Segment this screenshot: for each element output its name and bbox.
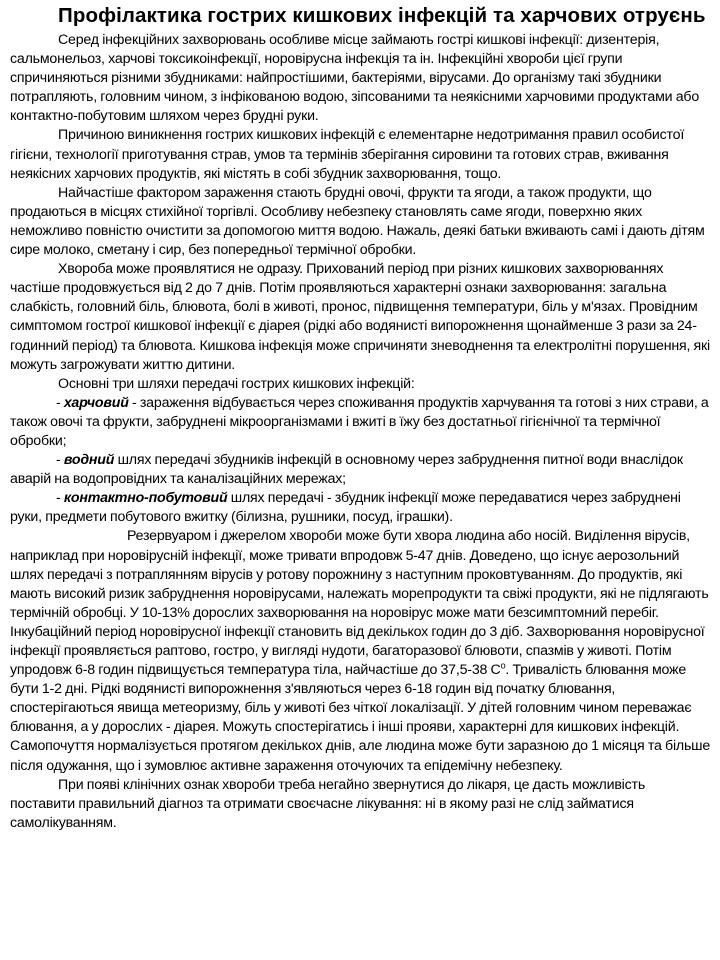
document-body [10,31,712,833]
route-dash: - [56,394,64,411]
route-keyword: контактно-побутовий [63,490,228,507]
paragraph-routes-intro: Основні три шляхи передачі гострих кишкових інфекцій: [58,375,415,392]
paragraph-symptoms: Хвороба може проявлятися не одразу. Прихований період при різних кишкових захворюваннях частіше продовжується від 2 до 7 днів. Потім проявляються характерні ознаки захворювання: загальна слабкість, головний біль, блювота, болі в животі, пронос, підвищення температури, біль у м'язах. Провідним симптомом гострої кишкової інфекції є діарея (рідкі або водянисті випорожнення щонайменше 3 рази за 24-годинний період) та блювота. Кишкова інфекція може спричиняти зневоднення та електролітні порушення, які можуть загрожувати життю дитини. [10,261,710,373]
route-item-water [10,451,712,489]
paragraph-intro: Серед інфекційних захворювань особливе місце займають гострі кишкові інфекції: дизентерія, сальмонельоз, харчові токсикоінфекції, норовірусна інфекція та ін. Інфекційні хвороби цієї групи спричиняються різними збудниками: найпростішими, бактеріями, вірусами. До організму такі збудники потрапляють, головним чином, з інфікованою водою, зіпсованими та неякісними харчовими продуктами або контактно-побутовим шляхом через брудні руки. [10,32,700,125]
paragraph-causes: Причиною виникнення гострих кишкових інфекцій є елементарне недотримання правил особистої гігієни, технології приготування страв, умов та термінів зберігання сировини та готових страв, вживання неякісних харчових продуктів, які містять в собі збудник захворювання, тощо. [10,127,685,182]
route-dash: - [56,452,64,469]
route-keyword: харчовий [63,394,129,411]
route-keyword: водний [63,452,115,469]
degree-sign: о [500,660,506,671]
norovirus-text-a: Резервуаром і джерелом хвороби може бути хвора людина або носій. Виділення вірусів, наприклад при норовірусній інфекції, може тривати впродовж 5-47 днів. Доведено, що існує аерозольний шлях передачі з потраплянням вірусів у ротову порожнину з наступним проковтуванням. До продуктів, які мають високий ризик забруднення норовірусами, належать морепродукти та свіжі продукти, які не підлягають термічній обробці. У 10-13% дорослих захворювання на норовірус може мати безсимптомний перебіг. Інкубаційний період норовірусної інфекції становить від декількох годин до 3 діб. Захворювання норовірусної інфекції проявляється раптово, гостро, у вигляді нудоти, багаторазової блювоти, спазмів у животі. Потім упродовж 6-8 годин підвищується температура тіла, найчастіше до 37,5-38 С [10,528,709,679]
norovirus-text-b: . Тривалість блювання може бути 1-2 дні. Рідкі водянисті випорожнення з'являються через 6-18 годин від початку блювання, спостерігаються явища метеоризму, біль у животі без чіткої локалізації. У дітей головним чином переважає блювання, а у дорослих - діарея. Можуть спостерігатись і інші прояви, характерні для кишкових інфекцій. Самопочуття нормалізується протягом декількох днів, але людина може бути заразною до 1 місяця та більше після одужання, що і зумовлює активне зараження оточуючих та епідемічну небезпеку. [10,662,711,774]
route-text: - зараження відбувається через споживання продуктів харчування та готові з них страви, а також овочі та фрукти, забруднені мікроорганізмами і вжиті в їжу без достатньої гігієнічної та термічної обробки; [10,394,709,449]
document-title: Профілактика гострих кишкових інфекцій та харчових отруєнь [58,4,706,27]
route-dash: - [56,490,64,507]
paragraph-norovirus [10,527,712,775]
route-text: шлях передачі збудників інфекцій в основному через забруднення питної води внаслідок аварій на водопровідних та каналізаційних мережах; [10,452,683,488]
route-item-food [10,394,712,451]
paragraph-risk-factors: Найчастіше фактором зараження стають брудні овочі, фрукти та ягоди, а також продукти, що продаються в місцях стихійної торгівлі. Особливу небезпеку становлять саме ягоди, поверхню яких неможливо повністю очистити за допомогою миття водою. Нажаль, деякі батьки вживають самі і дають дітям сире молоко, сметану і сир, без попередньої термічної обробки. [10,184,705,259]
route-item-contact [10,489,712,527]
paragraph-see-doctor: При появі клінічних ознак хвороби треба негайно звернутися до лікаря, це дасть можливість поставити правильний діагноз та отримати своєчасне лікування: ні в якому разі не слід займатися самолікуванням. [10,776,646,831]
route-text: шлях передачі - збудник інфекції може передаватися через забруднені руки, предмети побутового вжитку (білизна, рушники, посуд, іграшки). [10,490,681,526]
